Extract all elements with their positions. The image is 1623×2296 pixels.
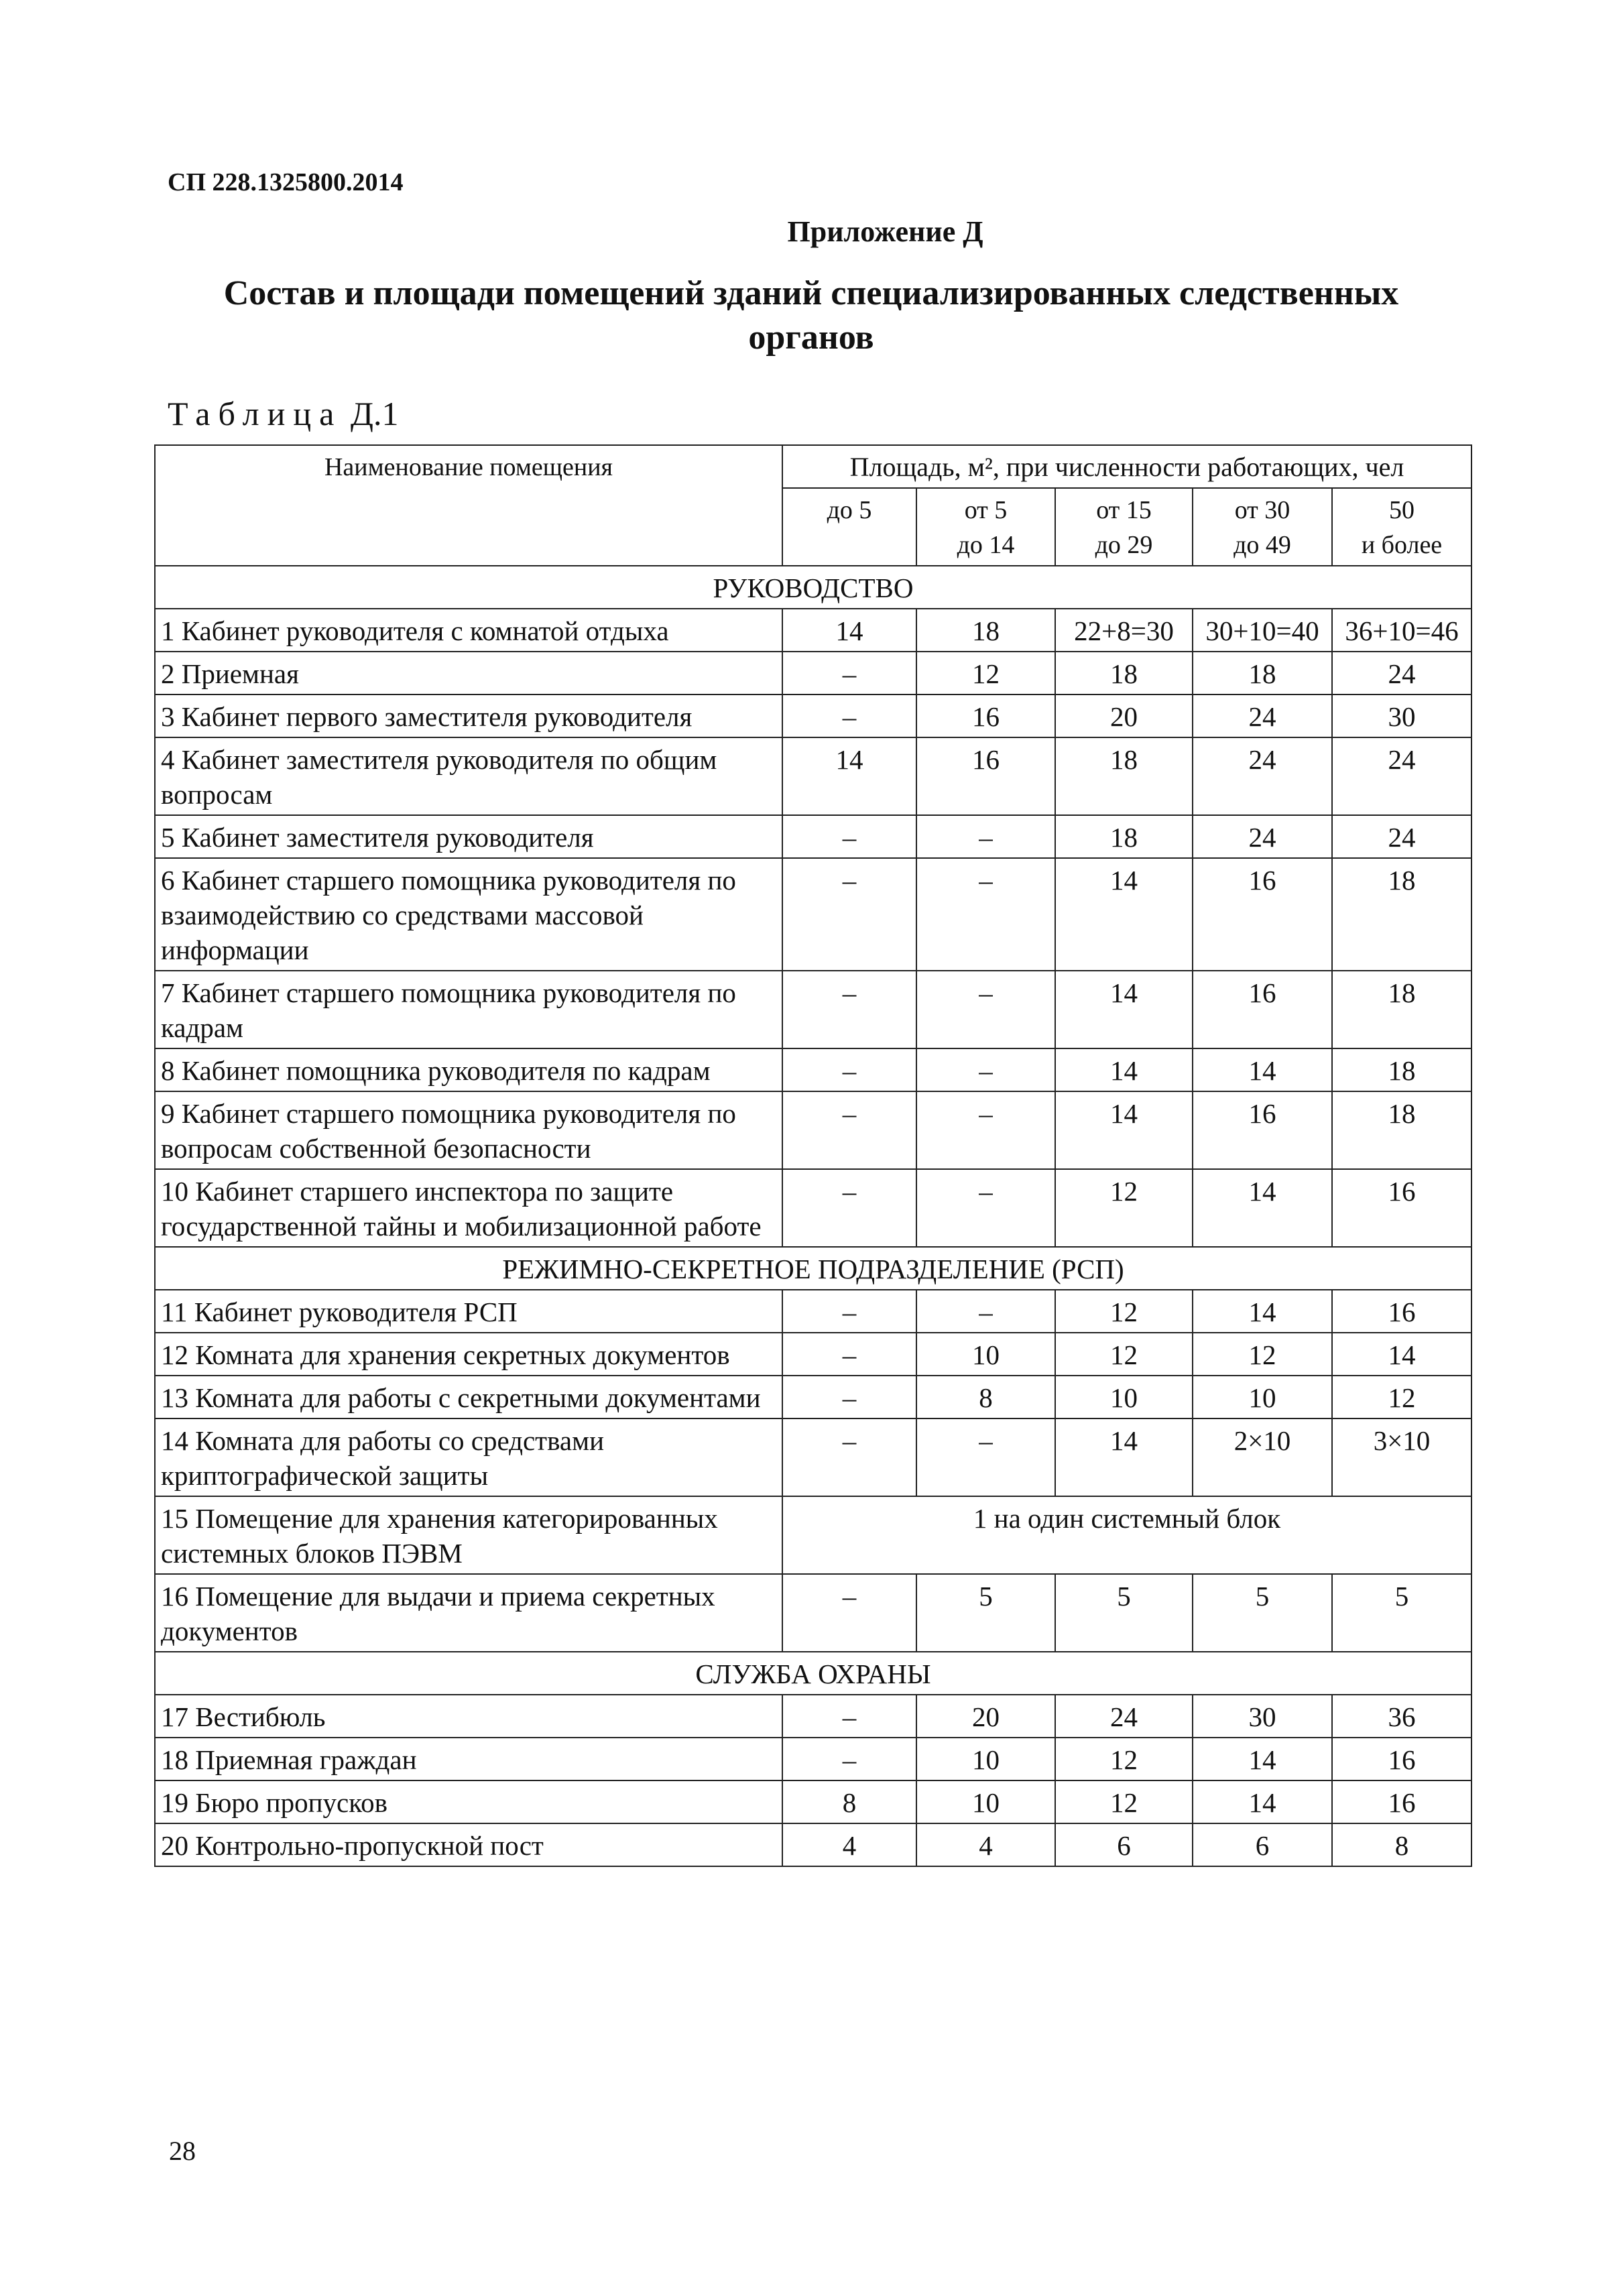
area-value-cell: 36+10=46 — [1332, 609, 1471, 652]
section-heading: СЛУЖБА ОХРАНЫ — [155, 1652, 1471, 1695]
area-value-cell: 2×10 — [1193, 1418, 1332, 1496]
header-range-line1: от 30 — [1234, 496, 1290, 524]
area-value-cell: 16 — [1332, 1780, 1471, 1823]
header-range-line2: до 29 — [1095, 531, 1153, 559]
area-value-cell: 1 на один системный блок — [782, 1496, 1471, 1574]
area-value-cell: 8 — [916, 1376, 1055, 1418]
room-name-cell: 13 Комната для работы с секретными документами — [155, 1376, 782, 1418]
room-name-cell: 14 Комната для работы со средствами криптографической защиты — [155, 1418, 782, 1496]
area-value-cell: 14 — [1055, 1091, 1193, 1169]
room-name-cell: 18 Приемная граждан — [155, 1738, 782, 1780]
area-value-cell: 5 — [1055, 1574, 1193, 1652]
area-value-cell: 4 — [782, 1823, 916, 1866]
area-value-cell: 14 — [1055, 858, 1193, 971]
area-value-cell: 6 — [1193, 1823, 1332, 1866]
area-value-cell: – — [782, 1376, 916, 1418]
area-value-cell: 20 — [1055, 694, 1193, 737]
area-value-cell: – — [916, 1048, 1055, 1091]
area-value-cell: – — [916, 1169, 1055, 1247]
area-value-cell: 18 — [1055, 652, 1193, 694]
area-value-cell: 8 — [782, 1780, 916, 1823]
area-value-cell: 10 — [916, 1780, 1055, 1823]
table-row — [155, 1738, 1471, 1780]
room-name-cell: 2 Приемная — [155, 652, 782, 694]
area-value-cell: 24 — [1193, 694, 1332, 737]
area-value-cell: 24 — [1332, 815, 1471, 858]
area-value-cell: – — [782, 1695, 916, 1738]
area-value-cell: 10 — [1055, 1376, 1193, 1418]
room-name-cell: 20 Контрольно-пропускной пост — [155, 1823, 782, 1866]
table-row — [155, 737, 1471, 815]
header-range-line2: и более — [1361, 531, 1443, 559]
area-value-cell: 16 — [1193, 971, 1332, 1048]
table-row — [155, 1333, 1471, 1376]
header-range — [1332, 488, 1471, 566]
header-range — [782, 488, 916, 566]
area-value-cell: 16 — [916, 737, 1055, 815]
area-value-cell: 16 — [1332, 1290, 1471, 1333]
area-value-cell: 36 — [1332, 1695, 1471, 1738]
area-value-cell: 18 — [1193, 652, 1332, 694]
table-row — [155, 652, 1471, 694]
header-area: Площадь, м², при численности работающих, чел — [782, 445, 1471, 488]
header-range-line2: до 14 — [957, 531, 1015, 559]
header-room-name: Наименование помещения — [155, 445, 782, 566]
table-label-word: Таблица — [168, 395, 343, 432]
area-value-cell: 24 — [1332, 652, 1471, 694]
area-value-cell: 8 — [1332, 1823, 1471, 1866]
rooms-area-table — [154, 444, 1472, 1867]
table-row — [155, 1496, 1471, 1574]
room-name-cell: 15 Помещение для хранения категорированных системных блоков ПЭВМ — [155, 1496, 782, 1574]
table-row — [155, 815, 1471, 858]
area-value-cell: 18 — [916, 609, 1055, 652]
area-value-cell: 12 — [1193, 1333, 1332, 1376]
area-value-cell: 18 — [1055, 815, 1193, 858]
area-value-cell: 14 — [782, 737, 916, 815]
area-value-cell: – — [782, 1738, 916, 1780]
header-range-line1: от 15 — [1096, 496, 1152, 524]
area-value-cell: 5 — [916, 1574, 1055, 1652]
area-value-cell: 24 — [1332, 737, 1471, 815]
header-range-line1: от 5 — [964, 496, 1008, 524]
table-row — [155, 1780, 1471, 1823]
area-value-cell: – — [782, 1290, 916, 1333]
area-value-cell: – — [782, 815, 916, 858]
table-label — [168, 394, 398, 433]
area-value-cell: 12 — [1055, 1738, 1193, 1780]
header-range — [1055, 488, 1193, 566]
area-value-cell: – — [782, 1091, 916, 1169]
header-range — [916, 488, 1055, 566]
area-value-cell: 14 — [782, 609, 916, 652]
area-value-cell: 14 — [1055, 1048, 1193, 1091]
area-value-cell: 10 — [916, 1738, 1055, 1780]
area-value-cell: 14 — [1332, 1333, 1471, 1376]
room-name-cell: 11 Кабинет руководителя РСП — [155, 1290, 782, 1333]
area-value-cell: 18 — [1332, 1048, 1471, 1091]
table-row — [155, 1376, 1471, 1418]
area-value-cell: – — [782, 1048, 916, 1091]
area-value-cell: 16 — [916, 694, 1055, 737]
table-row — [155, 694, 1471, 737]
area-value-cell: 10 — [1193, 1376, 1332, 1418]
room-name-cell: 17 Вестибюль — [155, 1695, 782, 1738]
area-value-cell: 6 — [1055, 1823, 1193, 1866]
area-value-cell: 18 — [1055, 737, 1193, 815]
area-value-cell: 30 — [1193, 1695, 1332, 1738]
area-value-cell: 18 — [1332, 971, 1471, 1048]
area-value-cell: – — [782, 1333, 916, 1376]
area-value-cell: 14 — [1193, 1780, 1332, 1823]
area-value-cell: 24 — [1193, 737, 1332, 815]
area-value-cell: 12 — [1055, 1780, 1193, 1823]
area-value-cell: 18 — [1332, 1091, 1471, 1169]
section-heading: РЕЖИМНО-СЕКРЕТНОЕ ПОДРАЗДЕЛЕНИЕ (РСП) — [155, 1247, 1471, 1290]
area-value-cell: – — [916, 1290, 1055, 1333]
area-value-cell: 30 — [1332, 694, 1471, 737]
area-value-cell: 5 — [1332, 1574, 1471, 1652]
area-value-cell: – — [916, 858, 1055, 971]
table-row — [155, 1048, 1471, 1091]
area-value-cell: 20 — [916, 1695, 1055, 1738]
area-value-cell: 4 — [916, 1823, 1055, 1866]
area-value-cell: 18 — [1332, 858, 1471, 971]
area-value-cell: 16 — [1332, 1738, 1471, 1780]
table-row — [155, 1091, 1471, 1169]
area-value-cell: 16 — [1332, 1169, 1471, 1247]
room-name-cell: 10 Кабинет старшего инспектора по защите государственной тайны и мобилизационной работе — [155, 1169, 782, 1247]
area-value-cell: – — [782, 694, 916, 737]
area-value-cell: 14 — [1055, 1418, 1193, 1496]
document-title: Состав и площади помещений зданий специализированных следственных органов — [223, 274, 1399, 357]
room-name-cell: 7 Кабинет старшего помощника руководителя по кадрам — [155, 971, 782, 1048]
area-value-cell: 16 — [1193, 1091, 1332, 1169]
area-value-cell: – — [782, 1169, 916, 1247]
room-name-cell: 16 Помещение для выдачи и приема секретных документов — [155, 1574, 782, 1652]
area-value-cell: 24 — [1055, 1695, 1193, 1738]
room-name-cell: 19 Бюро пропусков — [155, 1780, 782, 1823]
table-label-number: Д.1 — [350, 395, 399, 432]
area-value-cell: 12 — [916, 652, 1055, 694]
area-value-cell: 10 — [916, 1333, 1055, 1376]
room-name-cell: 6 Кабинет старшего помощника руководителя по взаимодействию со средствами массовой информации — [155, 858, 782, 971]
page-number: 28 — [169, 2136, 196, 2166]
header-range-line1: 50 — [1389, 496, 1415, 524]
table-row — [155, 1574, 1471, 1652]
header-range-line2: до 49 — [1234, 531, 1291, 559]
area-value-cell: 3×10 — [1332, 1418, 1471, 1496]
area-value-cell: – — [916, 1418, 1055, 1496]
table-row — [155, 858, 1471, 971]
area-value-cell: 5 — [1193, 1574, 1332, 1652]
table-row — [155, 609, 1471, 652]
table-row — [155, 1169, 1471, 1247]
appendix-heading: Приложение Д — [787, 215, 983, 248]
area-value-cell: 30+10=40 — [1193, 609, 1332, 652]
room-name-cell: 9 Кабинет старшего помощника руководителя по вопросам собственной безопасности — [155, 1091, 782, 1169]
area-value-cell: – — [782, 652, 916, 694]
area-value-cell: – — [782, 971, 916, 1048]
area-value-cell: – — [782, 1574, 916, 1652]
area-value-cell: 12 — [1332, 1376, 1471, 1418]
room-name-cell: 8 Кабинет помощника руководителя по кадрам — [155, 1048, 782, 1091]
header-range-line1: до 5 — [827, 496, 872, 524]
header-range — [1193, 488, 1332, 566]
area-value-cell: – — [782, 1418, 916, 1496]
area-value-cell: – — [782, 858, 916, 971]
area-value-cell: 14 — [1193, 1738, 1332, 1780]
area-value-cell: – — [916, 971, 1055, 1048]
area-value-cell: – — [916, 815, 1055, 858]
area-value-cell: 12 — [1055, 1169, 1193, 1247]
room-name-cell: 4 Кабинет заместителя руководителя по общим вопросам — [155, 737, 782, 815]
document-code: СП 228.1325800.2014 — [168, 168, 404, 196]
area-value-cell: 14 — [1193, 1048, 1332, 1091]
area-value-cell: – — [916, 1091, 1055, 1169]
room-name-cell: 1 Кабинет руководителя с комнатой отдыха — [155, 609, 782, 652]
area-value-cell: 16 — [1193, 858, 1332, 971]
section-heading: РУКОВОДСТВО — [155, 566, 1471, 609]
table-row — [155, 1418, 1471, 1496]
area-value-cell: 12 — [1055, 1333, 1193, 1376]
area-value-cell: 22+8=30 — [1055, 609, 1193, 652]
area-value-cell: 14 — [1193, 1169, 1332, 1247]
area-value-cell: 12 — [1055, 1290, 1193, 1333]
table-row — [155, 971, 1471, 1048]
room-name-cell: 5 Кабинет заместителя руководителя — [155, 815, 782, 858]
area-value-cell: 14 — [1193, 1290, 1332, 1333]
room-name-cell: 12 Комната для хранения секретных документов — [155, 1333, 782, 1376]
area-value-cell: 24 — [1193, 815, 1332, 858]
room-name-cell: 3 Кабинет первого заместителя руководителя — [155, 694, 782, 737]
area-value-cell: 14 — [1055, 971, 1193, 1048]
table-row — [155, 1290, 1471, 1333]
table-row — [155, 1695, 1471, 1738]
table-row — [155, 1823, 1471, 1866]
